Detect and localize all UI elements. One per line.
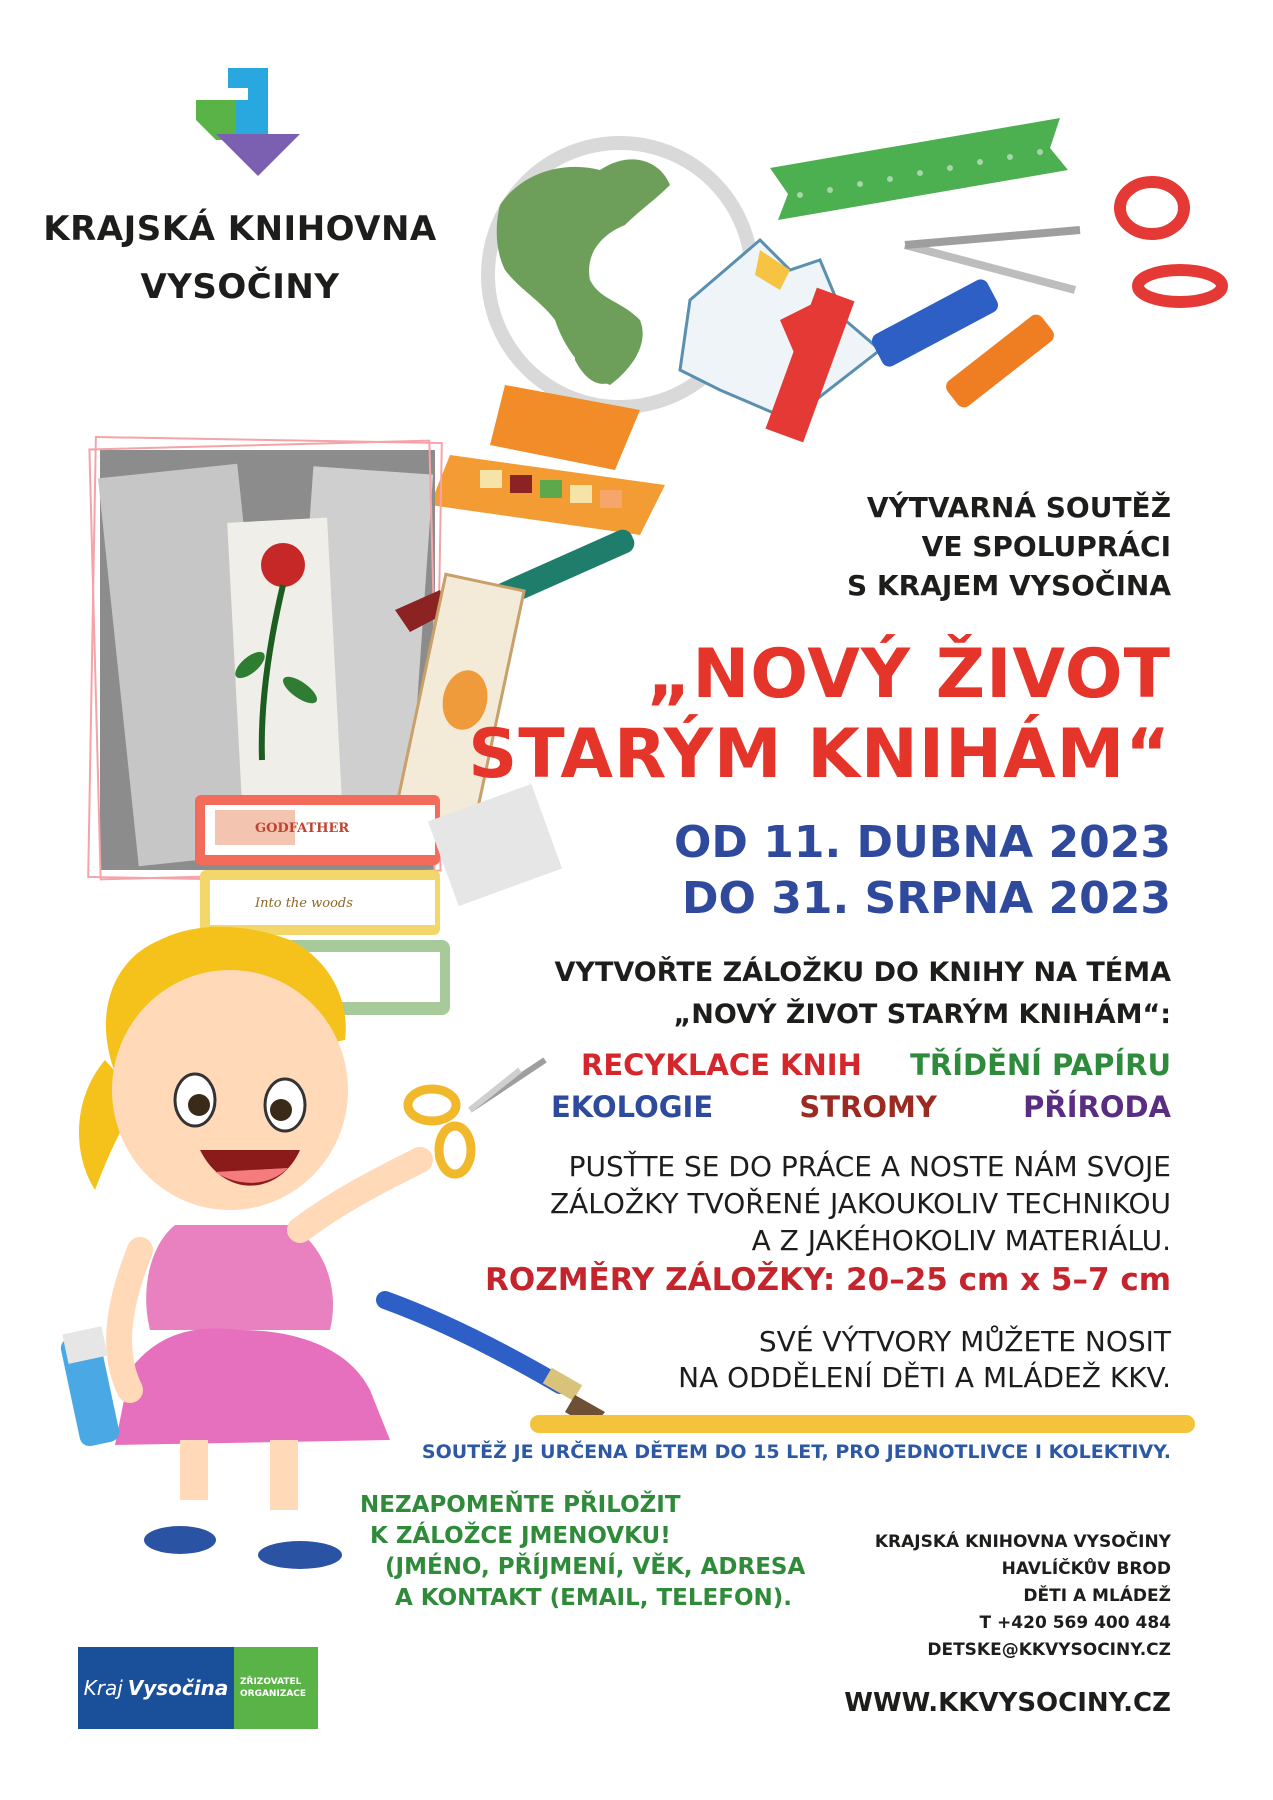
- instructions-line: PUSŤTE SE DO PRÁCE A NOSTE NÁM SVOJE: [568, 1150, 1171, 1183]
- submission-line: NA ODDĚLENÍ DĚTI A MLÁDEŽ KKV.: [678, 1361, 1171, 1394]
- contact-block: [875, 1529, 1171, 1664]
- nametag-reminder: [360, 1490, 810, 1614]
- eligibility-note: SOUTĚŽ JE URČENA DĚTEM DO 15 LET, PRO JEDNOTLIVCE I KOLEKTIVY.: [421, 1441, 1171, 1463]
- bookmark-dimensions: ROZMĚRY ZÁLOŽKY: 20–25 cm x 5–7 cm: [485, 1262, 1171, 1298]
- title-line1: „NOVÝ ŽIVOT: [646, 635, 1171, 714]
- library-name-line2: VYSOČINY: [140, 267, 340, 307]
- reminder-line: (JMÉNO, PŘÍJMENÍ, VĚK, ADRESA: [385, 1554, 806, 1580]
- topic-ecology: EKOLOGIE: [551, 1090, 714, 1124]
- competition-title: [468, 635, 1171, 795]
- reminder-line: K ZÁLOŽCE JMENOVKU!: [370, 1523, 671, 1549]
- topic-paper-sorting: TŘÍDĚNÍ PAPÍRU: [910, 1048, 1171, 1082]
- yellow-stroke-divider: [530, 1415, 1195, 1433]
- painting-brush-icon: [385, 1300, 605, 1428]
- reminder-line: A KONTAKT (EMAIL, TELEFON).: [395, 1585, 793, 1611]
- intro-line: VE SPOLUPRÁCI: [921, 530, 1171, 563]
- submission-info: [678, 1324, 1171, 1396]
- founder-label: [234, 1647, 318, 1729]
- kraj-word: Kraj: [83, 1676, 123, 1700]
- instructions-line: A Z JAKÉHOKOLIV MATERIÁLU.: [751, 1224, 1171, 1257]
- founder-label-line2: ORGANIZACE: [240, 1689, 307, 1699]
- girl-illustration: [59, 927, 420, 1569]
- contact-email[interactable]: DETSKE@KKVYSOCINY.CZ: [927, 1640, 1171, 1660]
- book-spine-label-1: GODFATHER: [255, 821, 350, 836]
- contact-department: DĚTI A MLÁDEŽ: [1023, 1586, 1171, 1606]
- instructions-line: ZÁLOŽKY TVOŘENÉ JAKOUKOLIV TECHNIKOU: [549, 1187, 1171, 1220]
- submission-line: SVÉ VÝTVORY MŮŽETE NOSIT: [758, 1325, 1171, 1358]
- topic-trees: STROMY: [799, 1090, 937, 1124]
- vysocina-word: Vysočina: [127, 1676, 229, 1700]
- title-line2: STARÝM KNIHÁM“: [468, 715, 1171, 794]
- contact-organization: KRAJSKÁ KNIHOVNA VYSOČINY: [874, 1532, 1171, 1552]
- scissors-icon: [905, 182, 1222, 302]
- task-line1: VYTVOŘTE ZÁLOŽKU DO KNIHY NA TÉMA: [554, 957, 1171, 988]
- contact-city: HAVLÍČKŮV BROD: [1001, 1559, 1171, 1579]
- task-description: [555, 952, 1172, 1036]
- topic-list: [551, 1048, 1171, 1132]
- topic-nature: PŘÍRODA: [1023, 1090, 1171, 1124]
- contact-phone: T +420 569 400 484: [979, 1613, 1171, 1633]
- intro-block: [847, 488, 1171, 605]
- instructions-text: [550, 1148, 1171, 1259]
- task-line2: „NOVÝ ŽIVOT STARÝM KNIHÁM“:: [673, 999, 1171, 1030]
- library-name-line1: KRAJSKÁ KNIHOVNA: [43, 209, 437, 249]
- ribbon-banner-icon: [770, 118, 1068, 220]
- date-from: OD 11. DUBNA 2023: [674, 817, 1171, 868]
- book-spine-label-2: Into the woods: [255, 896, 353, 911]
- reminder-line: NEZAPOMEŇTE PŘILOŽIT: [360, 1492, 681, 1518]
- founder-label-line1: ZŘIZOVATEL: [240, 1677, 302, 1687]
- library-name: [40, 200, 440, 316]
- library-logo-icon: [196, 68, 300, 176]
- intro-line: S KRAJEM VYSOČINA: [847, 569, 1171, 602]
- date-to: DO 31. SRPNA 2023: [682, 873, 1171, 924]
- intro-line: VÝTVARNÁ SOUTĚŽ: [866, 491, 1171, 524]
- kraj-vysocina-logo: [78, 1647, 234, 1729]
- competition-dates: [674, 815, 1171, 927]
- founder-logo: [78, 1647, 318, 1729]
- website-link[interactable]: WWW.KKVYSOCINY.CZ: [844, 1688, 1171, 1718]
- topic-recycling: RECYKLACE KNIH: [581, 1048, 862, 1082]
